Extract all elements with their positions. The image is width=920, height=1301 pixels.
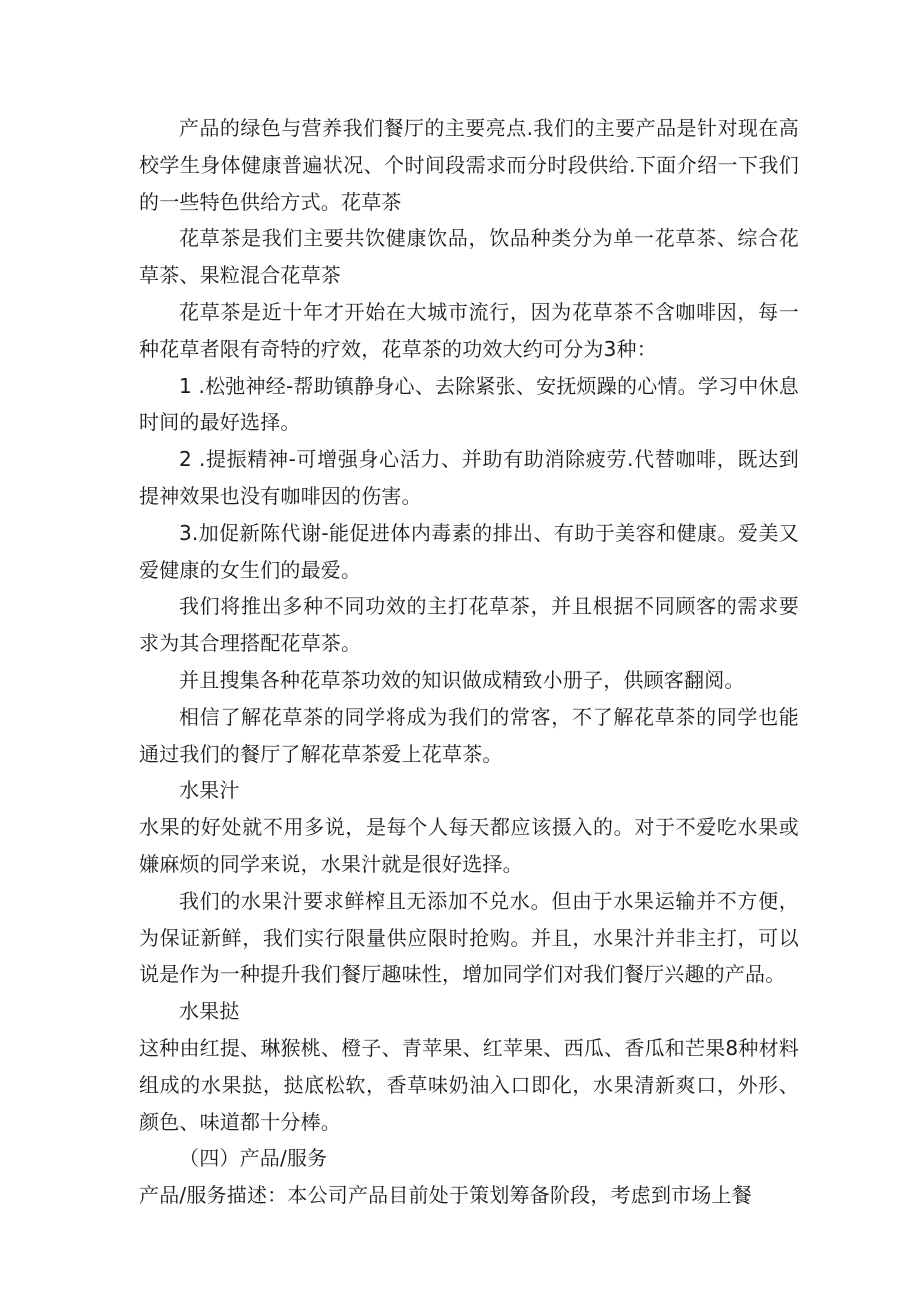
fruit-tart-heading: 水果挞: [179, 999, 240, 1024]
section-heading-products-services: （四）产品/服务: [179, 1146, 328, 1171]
effect-item-2: 2 .提振精神-可增强身心活力、并助有助消除疲劳.代替咖啡，既达到提神效果也没有咖啡因的伤害。: [139, 447, 799, 508]
document-body: [139, 110, 799, 1214]
intro-paragraph: 产品的绿色与营养我们餐厅的主要亮点.我们的主要产品是针对现在高校学生身体健康普遍状况、个时间段需求而分时段供给.下面介绍一下我们的一些特色供给方式。花草茶: [139, 116, 799, 214]
customer-paragraph: 相信了解花草茶的同学将成为我们的常客，不了解花草茶的同学也能通过我们的餐厅了解花草茶爱上花草茶。: [139, 704, 799, 766]
herbal-tea-effects-paragraph: 花草茶是近十年才开始在大城市流行，因为花草茶不含咖啡因，每一种花草者限有奇特的疗效，花草茶的功效大约可分为3种：: [139, 299, 799, 361]
fruit-tart-paragraph: 这种由红提、琳猴桃、橙子、青苹果、红苹果、西瓜、香瓜和芒果8种材料组成的水果挞，挞底松软，香草味奶油入口即化，水果清新爽口，外形、颜色、味道都十分棒。: [139, 1035, 799, 1134]
herbal-tea-plan-paragraph: 我们将推出多种不同功效的主打花草茶，并且根据不同顾客的需求要求为其合理搭配花草茶。: [139, 594, 799, 656]
effect-item-3: 3.加促新陈代谢-能促进体内毒素的排出、有助于美容和健康。爱美又爱健康的女生们的最爱。: [139, 520, 799, 582]
booklet-paragraph: 并且搜集各种花草茶功效的知识做成精致小册子，供顾客翻阅。: [179, 667, 745, 692]
juice-plan-paragraph: 我们的水果汁要求鲜榨且无添加不兑水。但由于水果运输并不方便，为保证新鲜，我们实行限量供应限时抢购。并且，水果汁并非主打，可以说是作为一种提升我们餐厅趣味性，增加同学们对我们餐厅兴趣的产品。: [139, 888, 799, 987]
product-description-paragraph: 产品/服务描述：本公司产品目前处于策划筹备阶段，考虑到市场上餐: [139, 1183, 752, 1208]
herbal-tea-types-paragraph: 花草茶是我们主要共饮健康饮品，饮品种类分为单一花草茶、综合花草茶、果粒混合花草茶: [139, 226, 799, 288]
juice-benefit-paragraph: 水果的好处就不用多说，是每个人每天都应该摄入的。对于不爱吃水果或嫌麻烦的同学来说，水果汁就是很好选择。: [139, 815, 799, 876]
effect-item-1: 1 .松弛神经-帮助镇静身心、去除紧张、安抚烦躁的心情。学习中休息时间的最好选择。: [139, 373, 799, 435]
juice-heading: 水果汁: [179, 778, 240, 803]
